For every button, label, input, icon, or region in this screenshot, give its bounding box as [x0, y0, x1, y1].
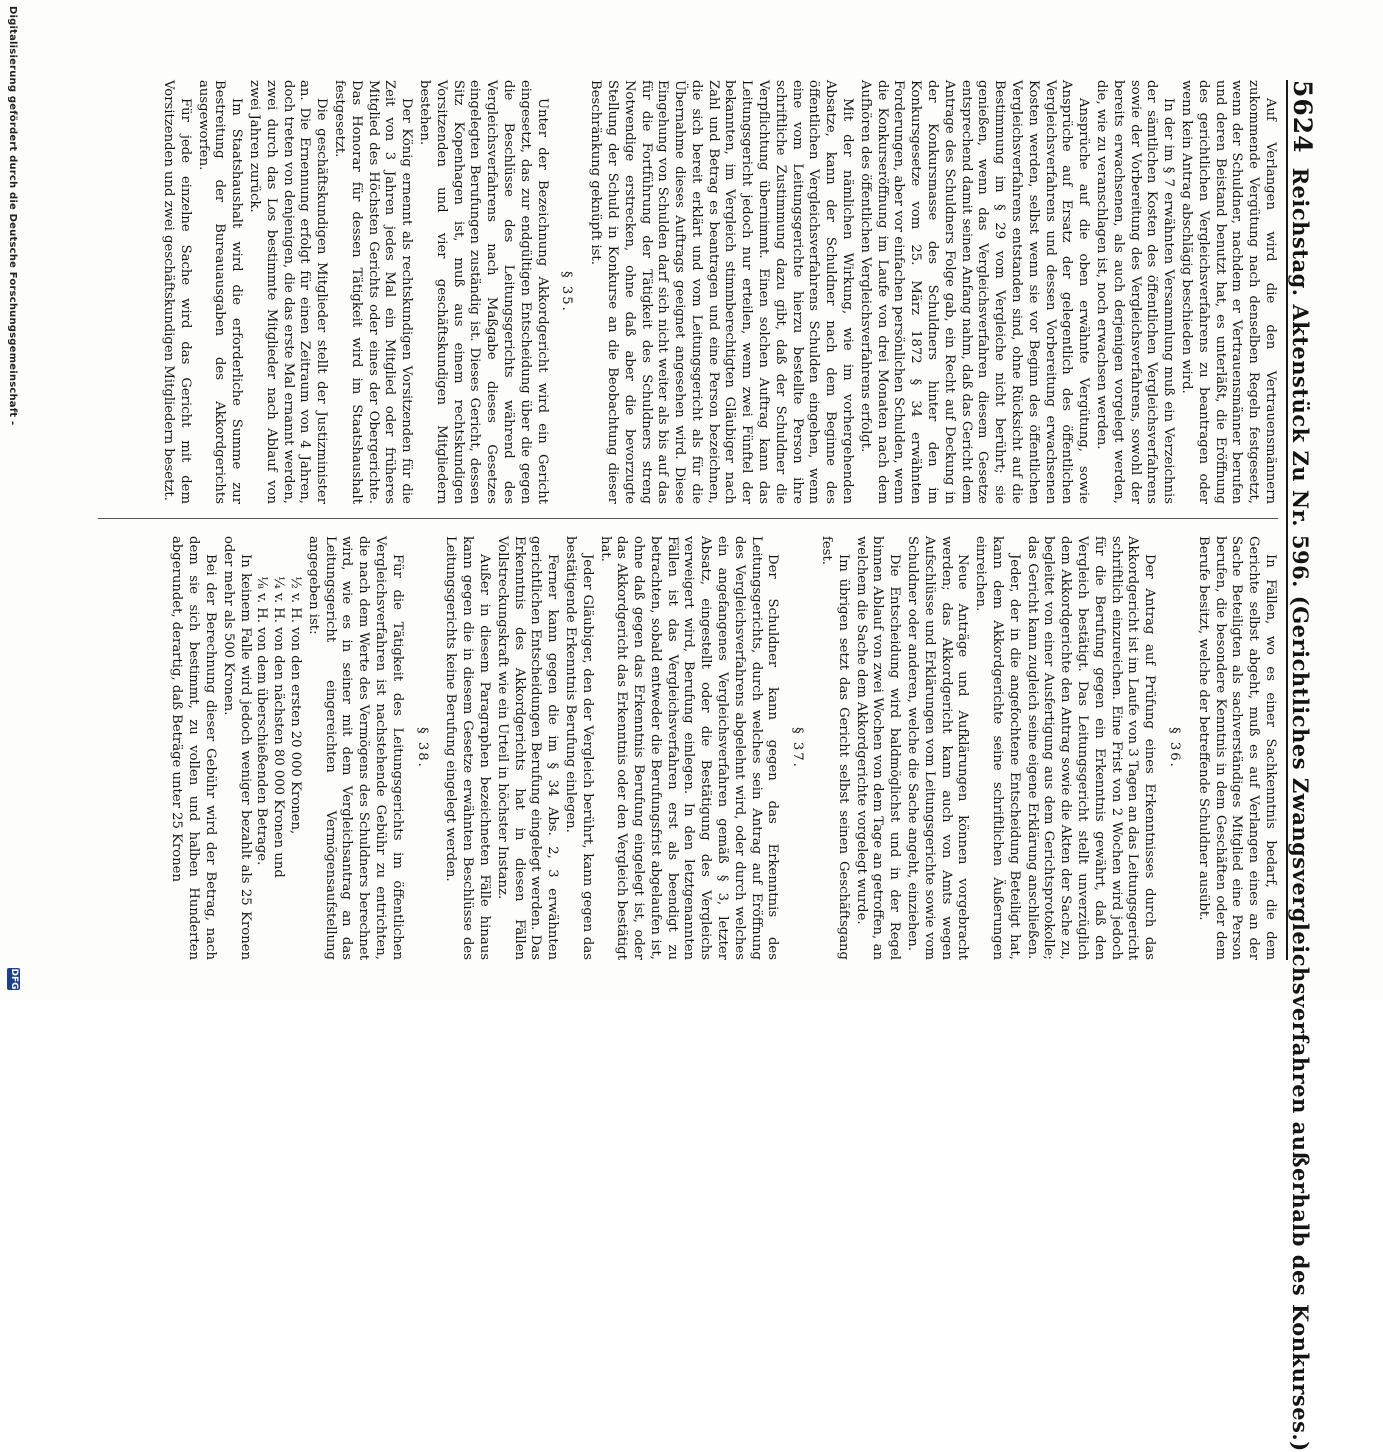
paragraph: Mit der nämlichen Wirkung, wie im vorhergehenden Absatze, kann der Schuldner nach dem Beginne des öffentlichen Vergleichsverfahrens Schulden eingehen, wenn eine vom Leitungsgerichte hierzu bestellte Person ihre schriftliche Zustimmung dazu gibt, daß der Schuldner die Verpflichtung übernimmt. Einen solchen Auftrag kann das Leitungsgericht jedoch nur erteilen, wenn zwei Fünftel der bekannten, im Vergleich stimmberechtigten Gläubiger nach Zahl und Betrag es beantragen und eine Person bezeichnen, die sich bereit erklärt und vom Leitungsgericht als für die Übernahme dieses Auftrags geeignet angesehen wird. Diese Eingehung von Schulden darf sich nicht weiter als bis auf das für die Fortführung der Tätigkeit des Schuldners streng Notwendige erstrecken, ohne daß aber die bevorzugte Stellung der Schuld in Konkurse an die Beobachtung dieser Beschränkung geknüpft ist. — [588, 80, 856, 504]
paragraph: Ansprüche auf die oben erwähnte Vergütung, sowie Ansprüche auf Ersatz der gelegentlich des öffentlichen Vergleichsverfahrens und dessen Vorbereitung erwachsenen Kosten werden, selbst wenn sie vor Beginn des öffentlichen Vergleichsverfahrens entstanden sind, ohne Rücksicht auf die Bestimmung im § 29 vom Vergleiche nicht berührt; sie genießen, wenn das Vergleichsverfahren diesem Gesetze entsprechend damit seinen Anfang nahm, daß das Gericht dem Antrage des Schuldners Folge gab, ein Recht auf Deckung in der Konkursmasse des Schuldners hinter den im Konkursgesetze vom 25. März 1872 § 34 erwähnten Forderungen, aber vor einfachen persönlichen Schulden, wenn die Konkurseröffnung im Laufe von drei Monaten nach dem Aufhören des öffentlichen Vergleichsverfahrens erfolgt. — [857, 80, 1092, 504]
paragraph: Außer in diesem Paragraphen bezeichneten Fälle hinaus kann gegen die in diesem Gesetze erwähnten Beschlüsse des Leitungsgerichts keine Berufung eingelegt werden. — [443, 536, 492, 960]
dfg-logo-icon: DFG — [9, 968, 19, 990]
paragraph: Auf Verlangen wird die den Vertrauensmännern zukommende Vergütung nach denselben Regeln festgesetzt, wenn der Schuldner, nachdem er Vertrauensmänner berufen und deren Beistand benutzt hat, es unterläßt, die Eröffnung des gerichtlichen Vergleichsverfahrens zu beantragen oder wenn kein Antrag abschlägig beschieden wird. — [1179, 80, 1278, 504]
left-column — [158, 80, 1278, 504]
fee-line: ½ v. H. von den ersten 20 000 Kronen, — [287, 576, 303, 835]
right-column — [167, 536, 1278, 960]
paragraph: Ferner kann gegen die im § 34 Abs. 2, 3 erwähnten gerichtlichen Entscheidungen Berufung eingelegt werden. Das Erkenntnis des Akkordgerichts hat in diesen Fällen Vollstreckungskraft wie ein Urteil in höchster Instanz. — [494, 536, 561, 960]
paragraph: Jeder, der in die angefochtene Entscheidung Beteiligt hat, kann dem Akkordgerichte seine schriftlichen Äußerungen einreichen. — [973, 536, 1022, 960]
fee-line: ⅛ v. H. von dem überschießenden Betrage. — [254, 576, 270, 866]
paragraph: Im Staatshaushalt wird die erforderliche Summe zur Bestreitung der Bureauausgaben des Akkordgerichts ausgeworfen. — [195, 80, 245, 504]
paragraph: Für die Tätigkeit des Leitungsgerichts im öffentlichen Vergleichsverfahren ist nachstehende Gebühr zu entrichten, die nach dem Werte des Vermögens des Schuldners berechnet wird, wie es in seiner mit dem Vergleichsantrag an das Leitungsgericht eingereichten Vermögensaufstellung angegeben ist: — [305, 536, 405, 960]
paragraph: Die geschäftskundigen Mitglieder stellt der Justizminister an. Die Ernennung erfolgt für einen Zeitraum von 4 Jahren, doch treten von denjenigen, die das erste Mal ernannt werden, zwei durch das Los bestimmte Mitglieder nach Ablauf von zwei Jahren zurück. — [246, 80, 330, 504]
paragraph: In keinem Falle wird jedoch weniger bezahlt als 25 Kronen oder mehr als 500 Kronen. — [220, 536, 253, 960]
paragraph: Im übrigen setzt das Gericht selbst seinen Geschäftsgang fest. — [819, 536, 851, 960]
section-heading-37: § 37. — [790, 727, 806, 769]
section-heading-36: § 36. — [1167, 727, 1183, 769]
page-header — [1286, 80, 1328, 1452]
paragraph: Unter der Bezeichnung Akkordgericht wird ein Gericht eingesetzt, das zur endgültigen Entscheidung über die gegen die Beschlüsse des Leitungsgerichts während des Vergleichsverfahrens nach Maßgabe dieses Gesetzes eingelegten Berufungen zuständig ist. Dieses Gericht, dessen Sitz Kopenhagen ist, muß aus einem rechtskundigen Vorsitzenden und vier geschäftskundigen Mitgliedern bestehen. — [416, 80, 550, 504]
digitization-note: Digitalisierung gefördert durch die Deutsche Forschungsgemeinschaft - — [7, 6, 18, 426]
fee-line: ¼ v. H. von den nächsten 80 000 Kronen und — [271, 576, 287, 878]
paragraph: In der im § 7 erwähnten Versammlung muß ein Verzeichnis der sämtlichen Kosten des öffentlichen Vergleichsverfahrens sowie der Vorbereitung des Vergleichsverfahrens, sowohl der bereits erwachsenen, als auch derjenigen vorgelegt werden, die, wie zu veranschlagen ist, noch erwachsen werden. — [1094, 80, 1177, 504]
paragraph: Der Schuldner kann gegen das Erkenntnis des Leitungsgerichts, durch welches sein Antrag auf Eröffnung des Vergleichsverfahrens abgelehnt wird, oder durch welches ein angefangenes Vergleichsverfahren gemäß § 3, letzter Absatz, eingestellt oder die Bestätigung des Vergleichs verweigert wird, Berufung einlegen. In den letztgenannten Fällen ist das Vergleichsverfahren erst als beendigt zu betrachten, sobald entweder die Berufungsfrist abgelaufen ist, ohne daß gegen das Erkenntnis Berufung eingelegt ist, oder das Akkordgericht das Erkenntnis oder den Vergleich bestätigt hat. — [597, 536, 781, 960]
paragraph: Der Antrag auf Prüfung eines Erkenntnisses durch das Akkordgericht ist im Laufe von 3 Tagen an das Leitungsgericht schriftlich einzureichen. Eine Frist von 2 Wochen wird jedoch für die Berufung gegen ein Erkenntnis gewährt, daß den Vergleich bestätigt. Das Leitungsgericht stellt unverzüglich dem Akkordgerichte den Antrag sowie die Akten der Sache zu, begleitet von einer Ausfertigung aus dem Gerichtsprotokolle; das Gericht kann zugleich seine eigene Erklärung anschließen. — [1024, 536, 1158, 960]
page-title: Reichstag. Aktenstück Zu Nr. 596. (Gerichtliches Zwangsvergleichsverfahren außerhalb des Konkurses.) — [1288, 167, 1313, 1452]
section-heading-35: § 35. — [559, 271, 575, 313]
section-heading-38: § 38. — [414, 727, 430, 769]
paragraph: In Fällen, wo es einer Sachkenntnis bedarf, die dem Gerichte selbst abgeht, muß es auf Verlangen eines an der Sache Beteiligten als sachverständiges Mitglied eine Person berufen, die besondere Kenntnis in dem Geschäften oder dem Berufe besitzt, welche der betreffende Schuldner ausübt. — [1195, 536, 1278, 960]
paragraph: Neue Anträge und Aufklärungen können vorgebracht werden; das Akkordgericht kann auch von Amts wegen Aufschlüsse und Erklärungen vom Leitungsgerichte sowie vom Schuldner oder anderen, welche die Sache angeht, einziehen. — [905, 536, 971, 960]
paragraph: Der König ernennt als rechtskundigen Vorsitzenden für die Zeit von 3 Jahren jedes Mal ein Mitglied oder früheres Mitglied des Höchsten Gerichts oder eines der Obergerichte. Das Honorar für dessen Tätigkeit wird im Staatshaushalt festgesetzt. — [331, 80, 415, 504]
page-number: 5624 — [1288, 80, 1317, 154]
paragraph: Bei der Berechnung dieser Gebühr wird der Betrag, nach dem sie sich bestimmt, zu vollen und halben Hunderten abgerundet, derartig, daß Beträge unter 25 Kronen — [169, 536, 218, 960]
paragraph: Die Entscheidung wird baldmöglichst und in der Regel binnen Ablauf von zwei Wochen von dem Tage an getroffen, an welchem die Sache dem Akkordgerichte vorgelegt wurde. — [853, 536, 903, 960]
column-divider — [98, 518, 1278, 519]
paragraph: Für jede einzelne Sache wird das Gericht mit dem Vorsitzenden und zwei geschäftskundigen Mitgliedern besetzt. — [161, 80, 193, 504]
paragraph: Jeder Gläubiger, den der Vergleich berührt, kann gegen das bestätigende Erkenntnis Berufung einlegen. — [562, 536, 595, 960]
